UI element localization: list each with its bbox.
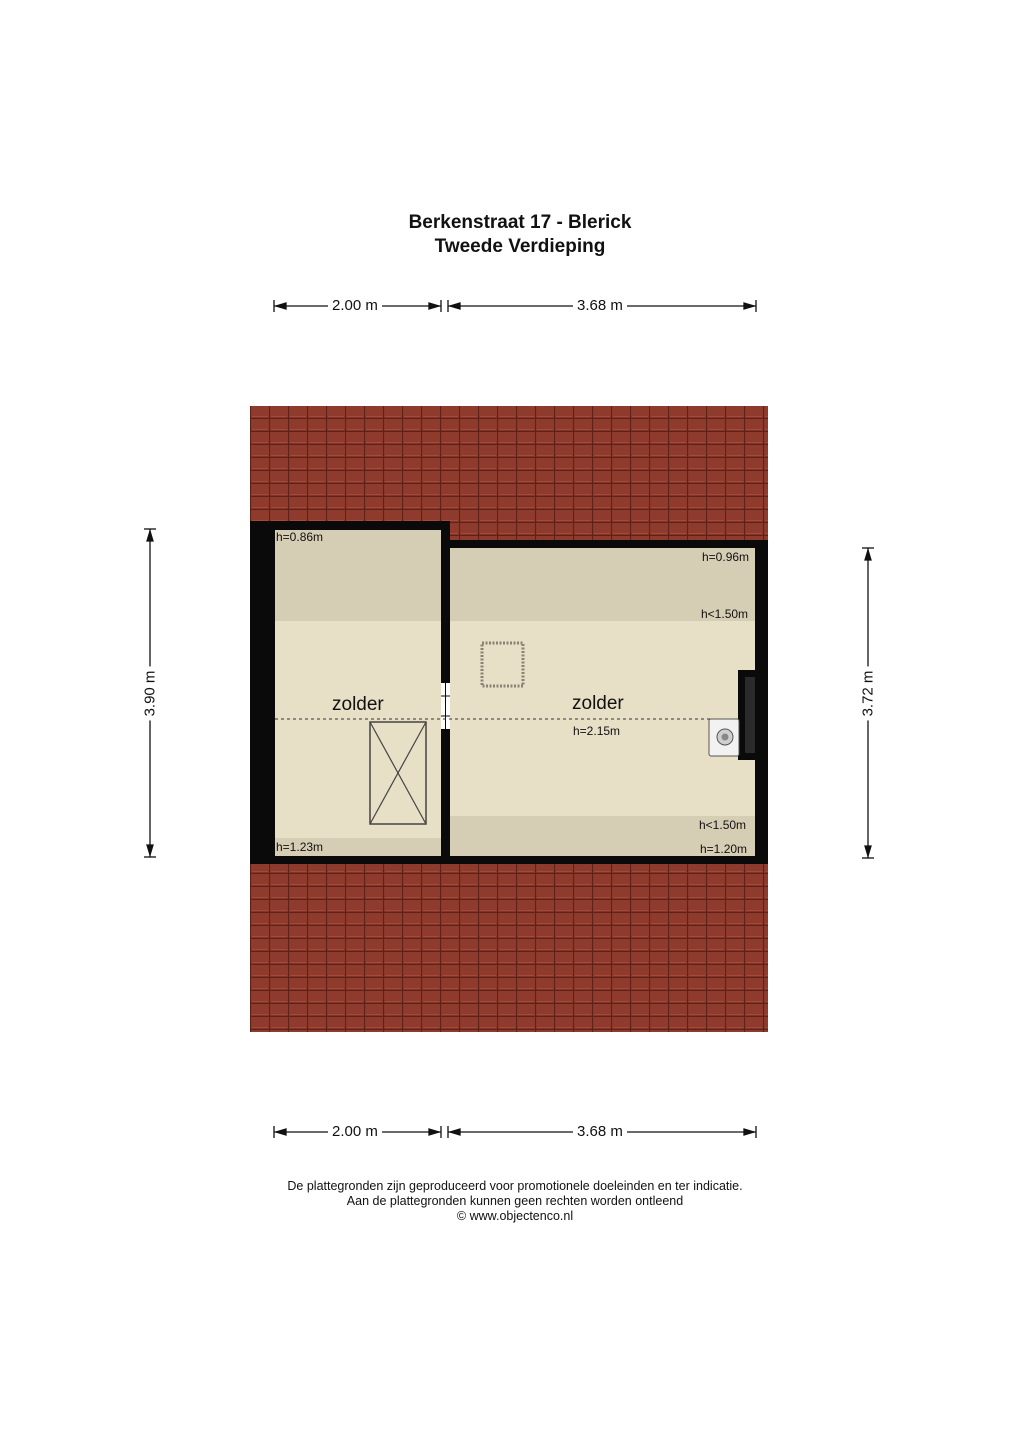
right-room-height-center: h=2.15m bbox=[573, 724, 621, 738]
boiler-icon bbox=[709, 719, 739, 756]
left-room-name: zolder bbox=[332, 694, 384, 715]
footer-disclaimer-2: Aan de plattegronden kunnen geen rechten worden ontleend bbox=[346, 1194, 684, 1208]
dim-bottom-left: 2.00 m bbox=[328, 1123, 382, 1140]
dim-left-height: 3.90 m bbox=[141, 666, 158, 720]
left-room-height-bottom: h=1.23m bbox=[276, 840, 324, 854]
dim-top-left: 2.00 m bbox=[328, 297, 382, 314]
dim-top-right: 3.68 m bbox=[573, 297, 627, 314]
dim-right-height: 3.72 m bbox=[859, 666, 876, 720]
right-room-height-bottom-limit: h<1.50m bbox=[699, 818, 747, 832]
footer-copyright: © www.objectenco.nl bbox=[456, 1209, 574, 1223]
right-room-height-top-limit: h<1.50m bbox=[701, 607, 749, 621]
floor-subtitle: Tweede Verdieping bbox=[434, 236, 606, 257]
right-room-name: zolder bbox=[572, 693, 624, 714]
left-room-height-top: h=0.86m bbox=[276, 530, 324, 544]
dim-bottom-right: 3.68 m bbox=[573, 1123, 627, 1140]
footer-disclaimer-1: De plattegronden zijn geproduceerd voor promotionele doeleinden en ter indicatie. bbox=[287, 1179, 743, 1193]
page-title: Berkenstraat 17 - Blerick bbox=[408, 212, 632, 233]
right-room-height-top: h=0.96m bbox=[702, 550, 750, 564]
right-room-height-bottom: h=1.20m bbox=[700, 842, 748, 856]
